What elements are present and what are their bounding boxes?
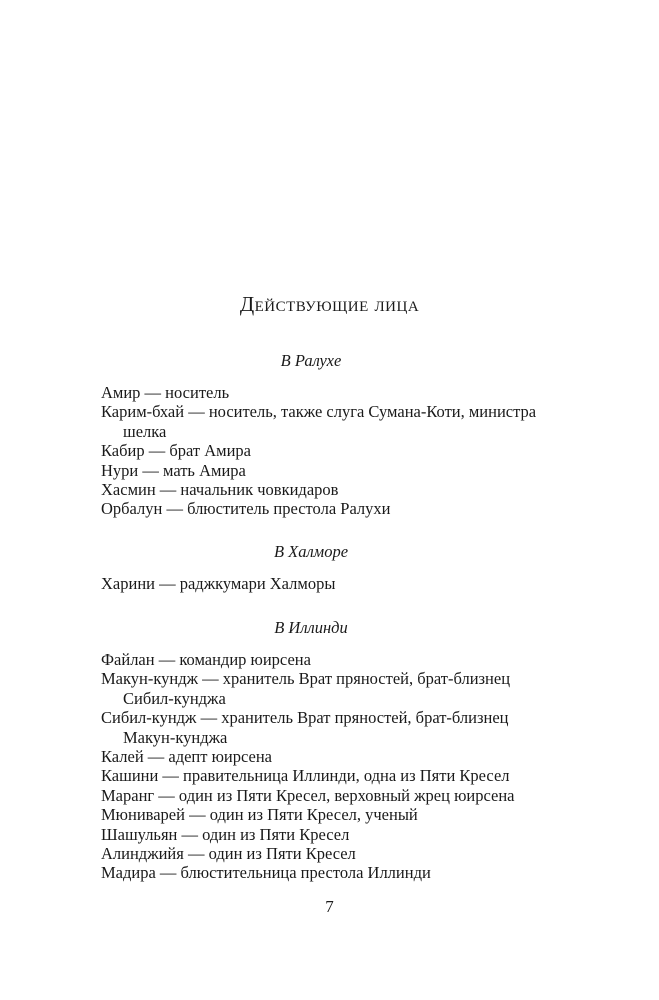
character-list [101,650,621,883]
section-heading: В Иллинди [274,618,348,637]
character-entry: Кашини — правительница Иллинди, одна из Пяти Кресел [101,766,510,786]
page-title: Действующие лица [239,292,420,316]
character-entry: Алинджийя — один из Пяти Кресел [101,844,356,864]
character-entry: Сибил-кундж — хранитель Врат пряностей, брат-близнец Макун-кунджа [101,708,509,747]
character-entry: Маранг — один из Пяти Кресел, верховный жрец юирсена [101,785,515,805]
section-raluha [101,351,621,519]
section-halmora [101,542,621,593]
character-entry: Мадира — блюстительница престола Иллинди [101,863,431,883]
section-heading: В Халморе [273,542,349,561]
character-entry: Шашульян — один из Пяти Кресел [101,824,350,844]
character-entry: Карим-бхай — носитель, также слуга Сумана-Коти, министра шелка [101,402,537,441]
character-entry: Кабир — брат Амира [101,441,251,461]
character-entry: Файлан — командир юирсена [101,650,311,669]
character-list [101,383,621,519]
section-heading: В Ралухе [280,351,342,370]
character-list [101,574,621,593]
section-illindi [101,618,621,883]
character-entry: Макун-кундж — хранитель Врат пряностей, брат-близнец Сибил-кунджа [101,669,511,708]
character-entry: Калей — адепт юирсена [101,747,273,767]
character-entry: Хасмин — начальник човкидаров [101,480,339,500]
character-entry: Нури — мать Амира [101,460,246,480]
character-entry: Орбалун — блюститель престола Ралухи [101,499,391,519]
character-entry: Харини — раджкумари Халморы [101,574,336,593]
character-entry: Мюниварей — один из Пяти Кресел, ученый [101,805,418,825]
character-entry: Амир — носитель [101,383,230,402]
page-number: 7 [325,897,334,916]
